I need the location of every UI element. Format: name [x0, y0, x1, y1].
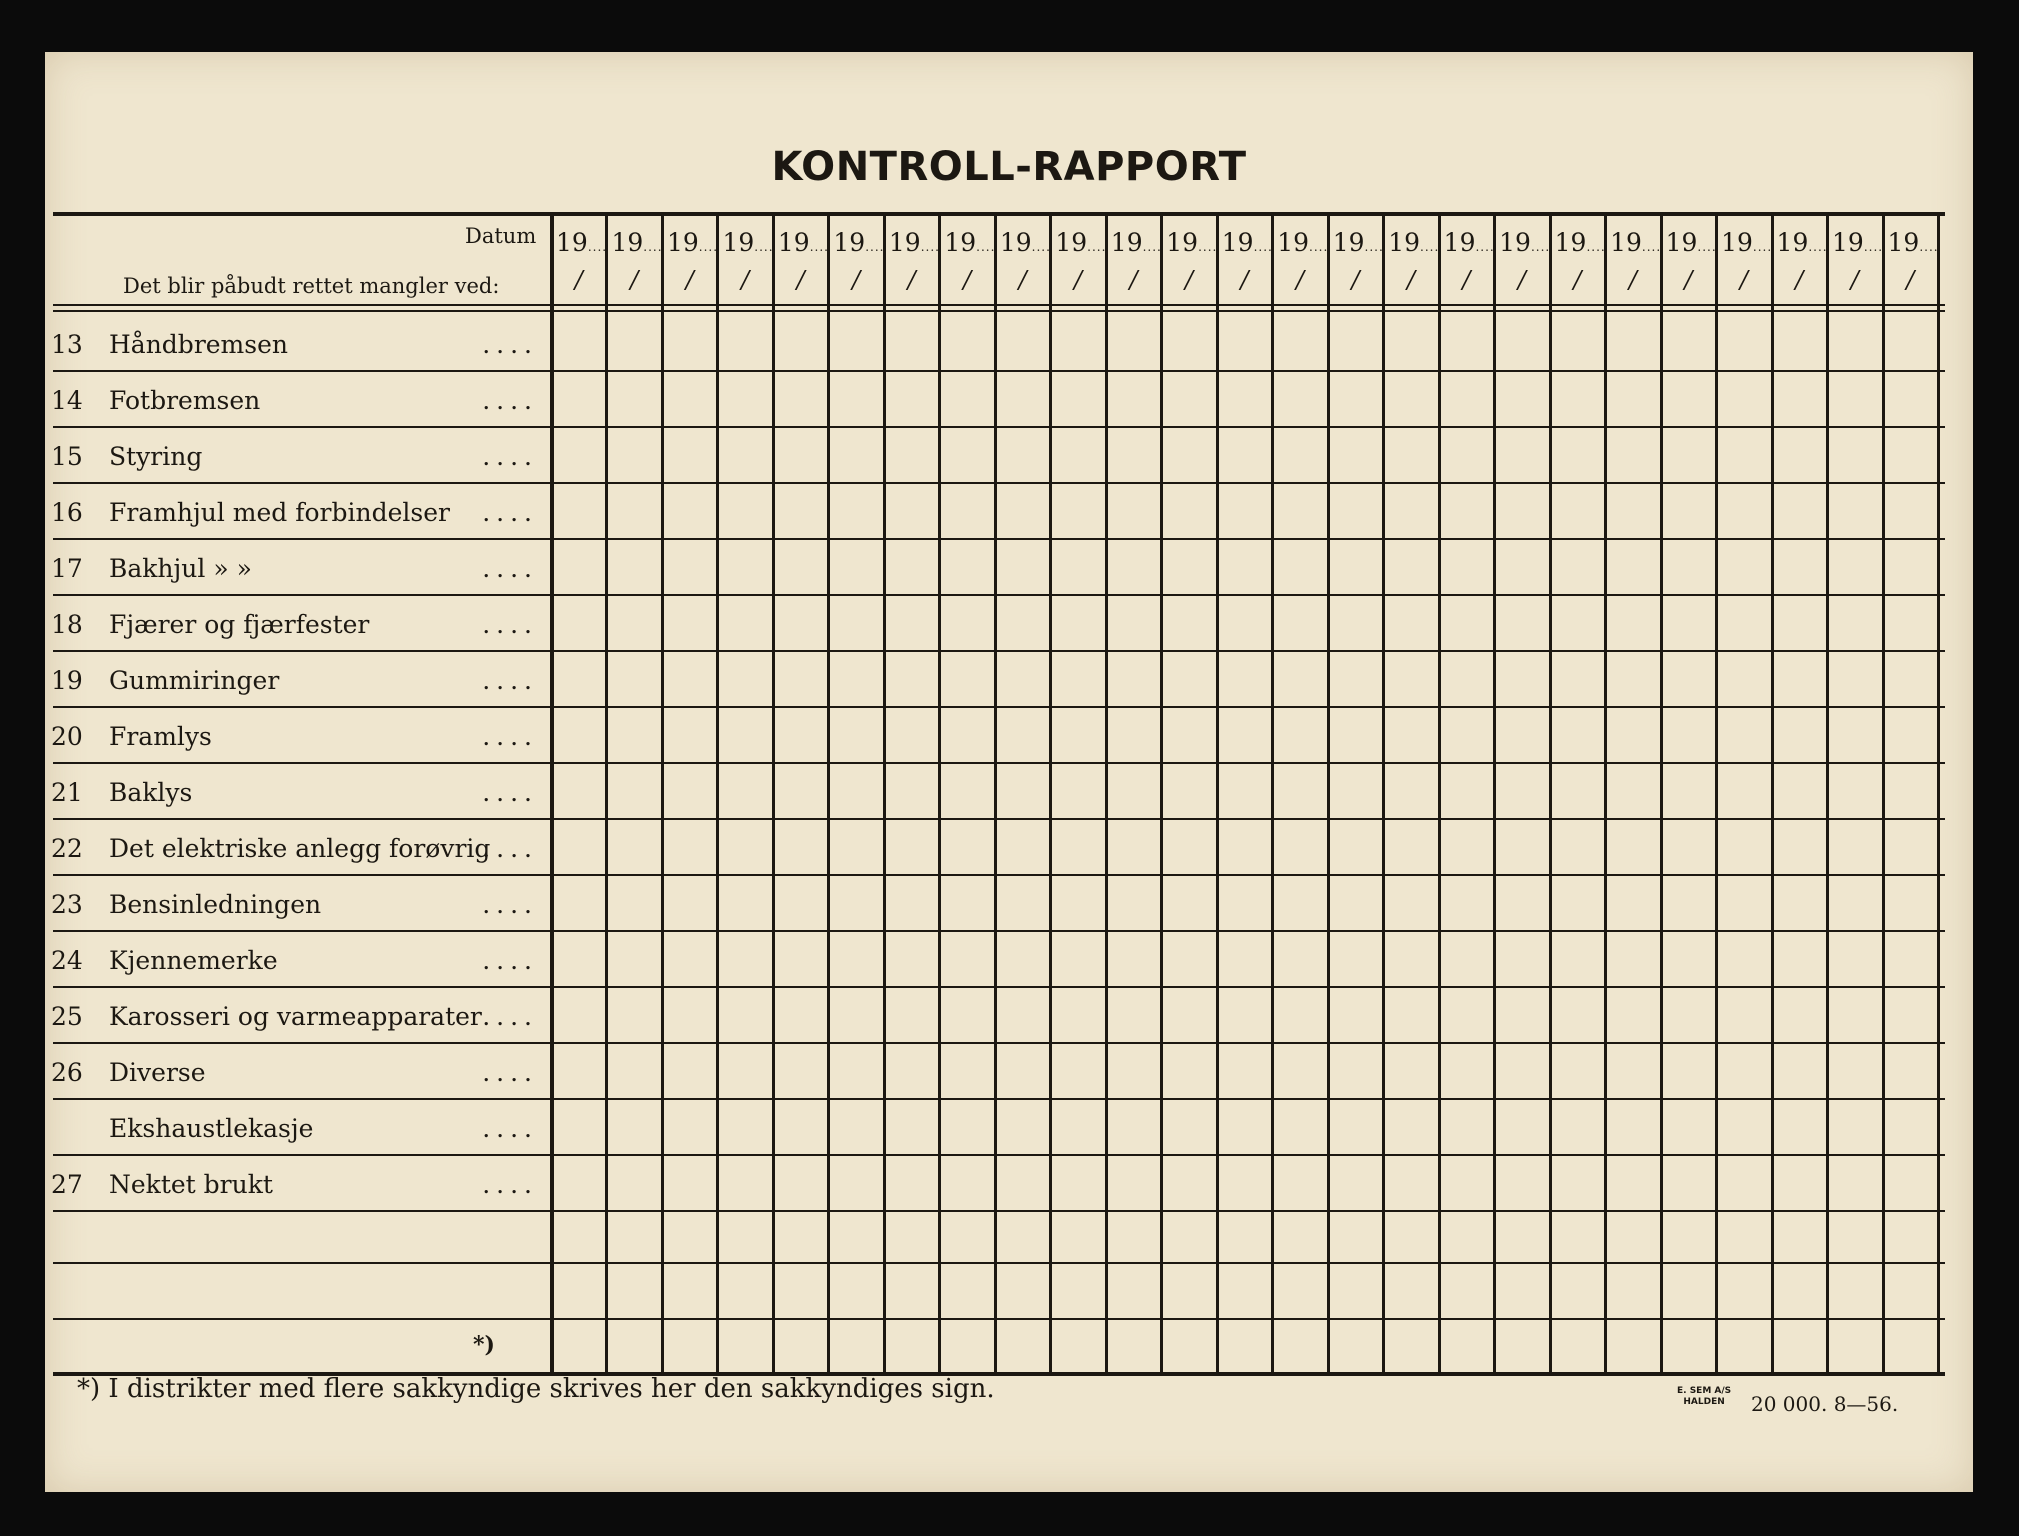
year-prefix: 19	[888, 228, 921, 257]
year-blank: ....	[1808, 240, 1828, 254]
date-year-cell	[611, 228, 662, 257]
leader-dots: ....	[482, 1114, 538, 1143]
year-blank: ....	[1530, 240, 1551, 254]
year-prefix: 19	[666, 228, 699, 257]
year-prefix: 19	[611, 228, 644, 257]
leader-dots: ....	[482, 722, 538, 751]
date-year-cell	[1555, 228, 1606, 257]
grid-column-rule	[1493, 212, 1496, 1376]
year-prefix: 19	[1721, 228, 1753, 257]
item-number: 23	[51, 890, 83, 919]
grid-column-rule	[1327, 212, 1330, 1376]
year-prefix: 19	[1610, 228, 1642, 257]
grid-column-rule	[994, 212, 997, 1376]
grid-column-rule	[1549, 212, 1552, 1376]
year-prefix: 19	[1166, 228, 1199, 257]
item-label: Det elektriske anlegg forøvrig	[109, 834, 491, 863]
grid-column-rule	[1937, 212, 1940, 1376]
item-number: 27	[51, 1170, 83, 1199]
date-separator: /	[1573, 266, 1582, 294]
year-blank: ....	[1309, 240, 1329, 254]
date-year-cell	[1666, 228, 1717, 257]
leader-dots: ....	[482, 498, 538, 527]
item-number: 14	[51, 386, 83, 415]
item-label: Fotbremsen	[109, 386, 261, 415]
date-year-cell	[1000, 228, 1051, 257]
printer-name: E. SEM A/S	[1677, 1386, 1732, 1396]
year-prefix: 19	[556, 228, 588, 257]
date-separator: /	[1295, 266, 1305, 294]
year-blank: ....	[1752, 240, 1773, 254]
signature-marker: *)	[473, 1332, 495, 1358]
grid-column-rule	[1882, 212, 1885, 1376]
grid-column-rule	[605, 212, 608, 1376]
date-separator: /	[907, 266, 916, 294]
item-number: 13	[51, 330, 83, 359]
leader-dots: ....	[482, 666, 538, 695]
year-blank: ....	[1586, 240, 1606, 254]
date-separator: /	[1906, 266, 1915, 294]
item-number: 22	[51, 834, 83, 863]
leader-dots: ....	[482, 946, 538, 975]
year-blank: ....	[643, 240, 663, 254]
year-prefix: 19	[722, 228, 755, 257]
item-number: 17	[51, 554, 83, 583]
year-prefix: 19	[1110, 228, 1143, 257]
item-row	[45, 372, 550, 428]
date-separator: /	[1240, 266, 1249, 294]
date-separator: /	[574, 266, 583, 294]
date-separator: /	[1185, 266, 1194, 294]
item-row	[45, 596, 550, 652]
item-row	[45, 1044, 550, 1100]
item-label: Nektet brukt	[109, 1170, 273, 1199]
date-year-cell	[1222, 228, 1273, 257]
row-rule	[53, 1210, 1945, 1212]
item-number: 21	[51, 778, 83, 807]
item-number: 18	[51, 610, 83, 639]
date-year-cell	[722, 228, 773, 257]
grid-column-rule	[772, 212, 775, 1376]
blank-row-rule	[53, 1262, 1945, 1264]
grid-column-rule	[716, 212, 719, 1376]
item-row	[45, 540, 550, 596]
grid-column-rule	[827, 212, 830, 1376]
item-label: Bakhjul » »	[109, 554, 252, 583]
grid-column-rule	[1271, 212, 1274, 1376]
page-title: KONTROLL-RAPPORT	[771, 144, 1247, 190]
date-separator: /	[1795, 266, 1804, 294]
date-year-cell	[556, 228, 607, 257]
item-label: Karosseri og varmeapparater	[109, 1002, 482, 1031]
date-year-cell	[1444, 228, 1495, 257]
date-year-cell	[1055, 228, 1106, 257]
leader-dots: ....	[482, 890, 538, 919]
year-blank: ....	[1420, 240, 1440, 254]
year-prefix: 19	[777, 228, 810, 257]
date-separator: /	[1628, 266, 1637, 294]
footnote: *) I distrikter med flere sakkyndige skrives her den sakkyndiges sign.	[77, 1374, 995, 1404]
grid-column-rule	[1382, 212, 1385, 1376]
item-label: Styring	[109, 442, 203, 471]
year-prefix: 19	[1499, 228, 1531, 257]
date-separator: /	[1739, 266, 1748, 294]
date-year-cell	[1333, 228, 1384, 257]
date-separator: /	[1018, 266, 1027, 294]
item-label: Ekshaustlekasje	[109, 1114, 314, 1143]
date-year-cell	[778, 228, 829, 257]
year-prefix: 19	[1221, 228, 1254, 257]
grid-column-rule	[1049, 212, 1052, 1376]
item-row	[45, 764, 550, 820]
item-row	[45, 876, 550, 932]
year-blank: ....	[698, 240, 719, 254]
item-number: 15	[51, 442, 83, 471]
date-separator: /	[1406, 266, 1416, 294]
year-blank: ....	[1475, 240, 1495, 254]
year-prefix: 19	[1887, 228, 1920, 257]
date-separator: /	[630, 266, 639, 294]
date-year-cell	[1499, 228, 1550, 257]
item-row	[45, 316, 550, 372]
leader-dots: ....	[482, 1170, 538, 1199]
leader-dots: ....	[482, 1002, 538, 1031]
leader-dots: ....	[482, 834, 538, 863]
year-blank: ....	[976, 240, 996, 254]
item-row	[45, 1156, 550, 1212]
date-separator: /	[852, 266, 861, 294]
date-separator: /	[1351, 266, 1360, 294]
grid-column-rule	[1105, 212, 1108, 1376]
date-year-cell	[889, 228, 940, 257]
date-year-cell	[1832, 228, 1883, 257]
date-separator: /	[741, 266, 750, 294]
item-label: Framhjul med forbindelser	[109, 498, 450, 527]
grid-column-rule	[1771, 212, 1774, 1376]
year-blank: ....	[1198, 240, 1218, 254]
item-number: 20	[51, 722, 83, 751]
date-separator: /	[1684, 266, 1693, 294]
year-blank: ....	[1863, 240, 1884, 254]
item-number: 24	[51, 946, 83, 975]
leader-dots: ....	[482, 330, 538, 359]
leader-dots: ....	[482, 554, 538, 583]
grid-column-rule	[1604, 212, 1607, 1376]
item-number: 16	[51, 498, 83, 527]
date-year-cell	[667, 228, 718, 257]
date-separator: /	[1517, 266, 1526, 294]
year-blank: ....	[865, 240, 885, 254]
year-blank: ....	[1697, 240, 1717, 254]
instruction-label: Det blir påbudt rettet mangler ved:	[123, 274, 500, 298]
year-prefix: 19	[1388, 228, 1420, 257]
year-prefix: 19	[1665, 228, 1698, 257]
item-label: Diverse	[109, 1058, 206, 1087]
item-label: Framlys	[109, 722, 212, 751]
year-blank: ....	[920, 240, 940, 254]
year-prefix: 19	[999, 228, 1032, 257]
date-separator: /	[685, 266, 694, 294]
grid-column-rule	[883, 212, 886, 1376]
item-row	[45, 988, 550, 1044]
date-year-cell	[1777, 228, 1828, 257]
grid-column-rule	[1660, 212, 1663, 1376]
leader-dots: ....	[482, 610, 538, 639]
item-row	[45, 1100, 550, 1156]
printer-mark	[1677, 1386, 1731, 1408]
blank-row-rule	[53, 1318, 1945, 1320]
date-year-cell	[1721, 228, 1772, 257]
item-label: Gummiringer	[109, 666, 280, 695]
item-row	[45, 708, 550, 764]
year-blank: ....	[809, 240, 829, 254]
grid-column-rule	[550, 212, 554, 1376]
date-year-cell	[1277, 228, 1328, 257]
printer-city: HALDEN	[1683, 1397, 1725, 1407]
date-separator: /	[796, 266, 805, 294]
year-blank: ....	[1142, 240, 1162, 254]
year-prefix: 19	[944, 228, 977, 257]
year-blank: ....	[1031, 240, 1051, 254]
year-blank: ....	[754, 240, 774, 254]
leader-dots: ....	[482, 386, 538, 415]
year-prefix: 19	[1332, 228, 1365, 257]
date-year-cell	[1610, 228, 1661, 257]
item-label: Håndbremsen	[109, 330, 288, 359]
report-card	[45, 52, 1973, 1492]
leader-dots: ....	[482, 778, 538, 807]
item-row	[45, 820, 550, 876]
leader-dots: ....	[482, 1058, 538, 1087]
date-separator: /	[1129, 266, 1138, 294]
date-year-cell	[944, 228, 995, 257]
item-label: Fjærer og fjærfester	[109, 610, 370, 639]
year-prefix: 19	[1776, 228, 1809, 257]
date-year-cell	[1166, 228, 1217, 257]
date-year-cell	[1388, 228, 1439, 257]
item-row	[45, 652, 550, 708]
year-blank: ....	[587, 240, 608, 254]
date-year-cell	[1111, 228, 1162, 257]
item-number: 26	[51, 1058, 83, 1087]
item-label: Kjennemerke	[109, 946, 278, 975]
item-row	[45, 428, 550, 484]
year-blank: ....	[1087, 240, 1107, 254]
date-separator: /	[963, 266, 972, 294]
date-year-cell	[833, 228, 884, 257]
grid-column-rule	[1216, 212, 1219, 1376]
year-blank: ....	[1919, 240, 1939, 254]
grid-column-rule	[938, 212, 941, 1376]
year-prefix: 19	[1443, 228, 1476, 257]
grid-column-rule	[1438, 212, 1441, 1376]
grid-column-rule	[1826, 212, 1829, 1376]
datum-label: Datum	[465, 224, 537, 248]
year-prefix: 19	[1055, 228, 1088, 257]
year-blank: ....	[1641, 240, 1662, 254]
item-row	[45, 484, 550, 540]
year-prefix: 19	[1832, 228, 1864, 257]
year-prefix: 19	[1277, 228, 1310, 257]
year-blank: ....	[1253, 240, 1273, 254]
date-separator: /	[1850, 266, 1859, 294]
date-separator: /	[1074, 266, 1083, 294]
grid-column-rule	[1715, 212, 1718, 1376]
item-number: 19	[51, 666, 83, 695]
item-label: Bensinledningen	[109, 890, 322, 919]
leader-dots: ....	[482, 442, 538, 471]
date-year-cell	[1888, 228, 1939, 257]
year-blank: ....	[1364, 240, 1384, 254]
year-prefix: 19	[1554, 228, 1587, 257]
grid-column-rule	[661, 212, 664, 1376]
item-number: 25	[51, 1002, 83, 1031]
print-info: 20 000. 8—56.	[1751, 1392, 1899, 1416]
grid-column-rule	[1160, 212, 1163, 1376]
item-label: Baklys	[109, 778, 193, 807]
date-separator: /	[1462, 266, 1471, 294]
year-prefix: 19	[833, 228, 866, 257]
item-row	[45, 932, 550, 988]
